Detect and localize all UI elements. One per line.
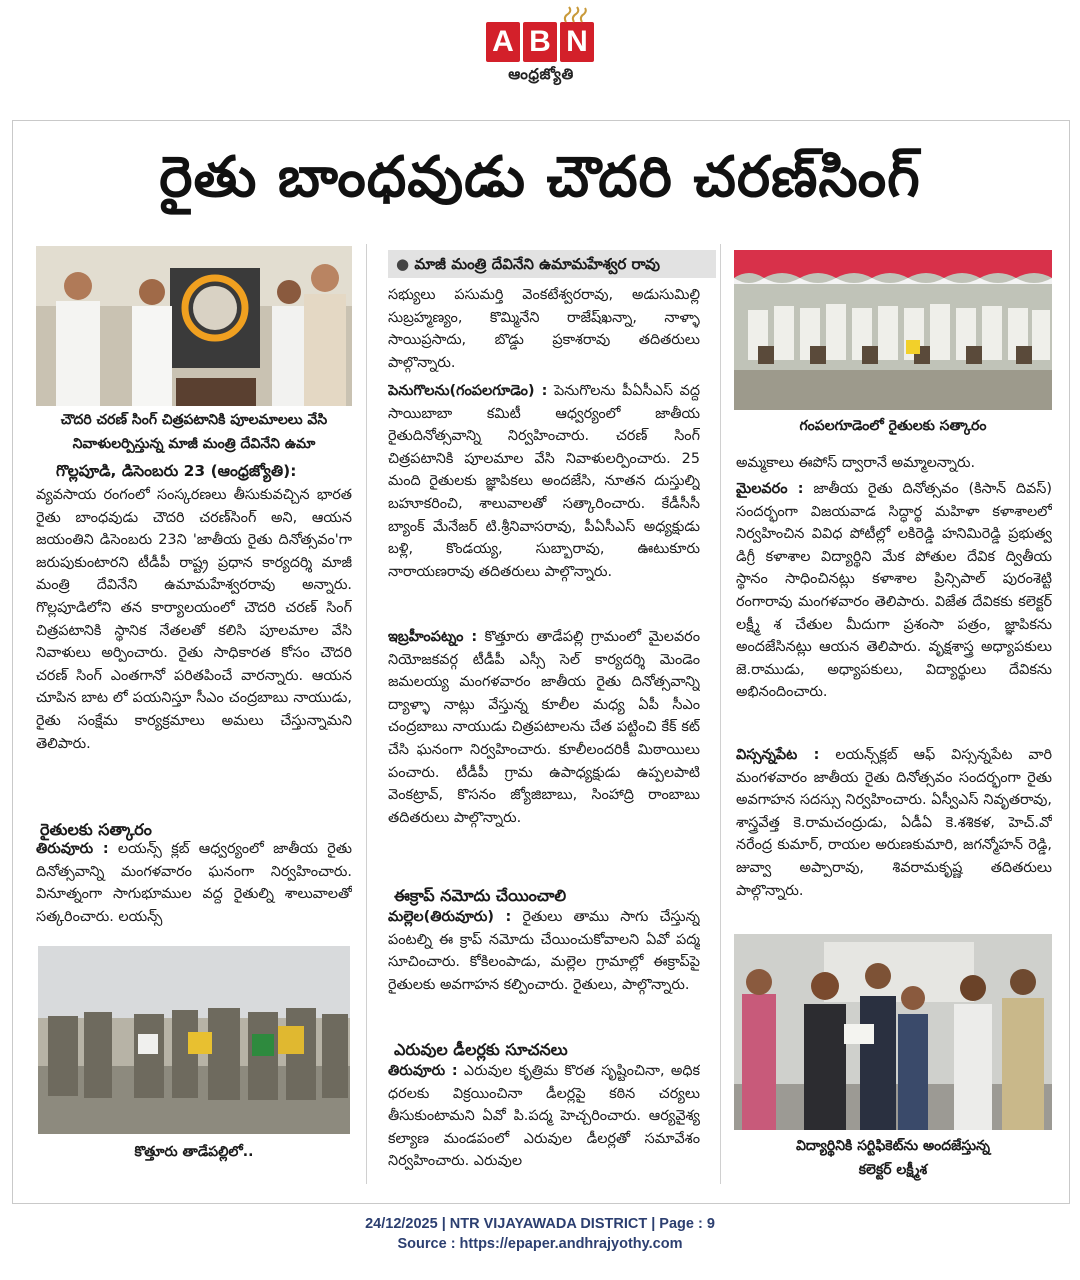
story-members: [388, 284, 700, 376]
photo-kotturu-farmers: [38, 946, 350, 1134]
byline-bar: ● మాజీ మంత్రి దేవినేని ఉమామహేశ్వర రావు: [388, 250, 716, 278]
place-penugolanu: పెనుగొలను(గంపలగూడెం) :: [388, 383, 548, 399]
story-main: [36, 484, 352, 808]
caption-line-1: చౌదరి చరణ్ సింగ్ చిత్రపటానికి పూలమాలలు వేసి: [60, 412, 328, 428]
caption-certificate-line-1: విద్యార్థినికి సర్టిఫికెట్‌ను అందజేస్తున్న: [795, 1138, 991, 1154]
story-vissannapeta-text: లయన్స్‌క్లబ్ ఆఫ్ విస్సన్నపేట వారి మంగళవారం జాతీయ రైతు దినోత్సవం సందర్భంగా రైతు అవగాహన సదస్సు నిర్వహించారు. ఏస్వీఎస్ నివృతరావు, శాస్త్రవేత్త కె.రామచంద్రుడు, ఏడీఏ కె.శశికళ, హెచ్.వో నరేంద్ర కుమార్, రాయల అరుణకుమారి, జగన్మోహన్ రెడ్డి, జువ్వా అప్పారావు, శివరామకృష్ణ తదితరులు పాల్గొన్నారు.: [736, 747, 1052, 899]
story-ibrahimpatnam-text: కొత్తూరు తాడేపల్లి గ్రామంలో మైలవరం నియోజకవర్గ టీడీపీ ఎస్సీ సెల్ కార్యదర్శి మెండెం జమలయ్య మంగళవారం జాతీయ రైతు దినోత్సవాన్ని ద్యాళ్ళా నాట్లు వేస్తున్న కూలీల మధ్య ఏపీ సీఎం చంద్రబాబు నాయుడు చిత్రపటాలను చేత పట్టించి కేక్ కట్ చేసి ఘనంగా నిర్వహించారు. కూలీలందరికీ మిఠాయిలు పంచారు. టీడీపీ గ్రామ ఉపాధ్యక్షుడు ఉప్పలపాటి వెంకట్రావ్, కొసనం జ్యోజిబాబు, సింహాద్రి రాంబాబు తదితరులు పాల్గొన్నారు.: [388, 629, 700, 826]
photo-gampalagudem: [734, 250, 1052, 410]
logo-letter-b: B: [523, 22, 557, 62]
story-penugolanu-text: పెనుగొలను పీఏసీఎస్ వద్ద సాయిబాబా కమిటీ ఆధ్వర్యంలో జాతీయ రైతుదినోత్సవాన్ని నిర్వహించారు. చరణ్ సింగ్ చిత్రపటానికి పూలమాల వేసి నివాళులర్పించారు. 25 మంది రైతులకు జ్ఞాపికలు అందజేసి, నూతన దుస్తుల్ని బహూకరించి, శాలువాలతో సత్కారించారు. కేడీసీసీ బ్యాంక్ మేనేజర్ టి.శ్రీనివాసరావు, పీఏసీఎస్ అధ్యక్షుడు బళ్లి, కొండయ్య, సుబ్బారావు, ఊటుకూరు నారాయణరావు తదితరులు పాల్గొన్నారు.: [388, 383, 700, 580]
caption-certificate-line-2: కలెక్టర్ లక్ష్మీశ: [858, 1162, 928, 1178]
story-fertilizer: [388, 1060, 700, 1178]
column-divider-1: [366, 244, 367, 1184]
photo-certificate: [734, 934, 1052, 1130]
story-mylavaram: [736, 478, 1052, 740]
logo-letter-a: A: [486, 22, 520, 62]
photo-caption-certificate: [734, 1134, 1052, 1182]
dateline: [56, 460, 352, 484]
story-mylavaram-text: జాతీయ రైతు దినోత్సవం (కిసాన్ దివస్) సందర్భంగా విజయవాడ సిద్ధార్థ మహిళా కళాశాలలో నిర్వహించిన వివిధ పోటీల్లో లకిరెడ్డి హనిమిరెడ్డి ప్రభుత్వ డిగ్రీ కళాశాల విద్యార్థిని మేక పోతుల దేవిక ద్వితీయ స్థానం సాధించినట్లు కళాశాల ప్రిన్సిపాల్ పురంశెట్టి రంగారావు మంగళవారం తెలిపారు. విజేత దేవికకు కలెక్టర్ లక్ష్మీ శ చేతుల మీదుగా ప్రశంసా పత్రం, జ్ఞాపికను అందజేసినట్లు ఆయన తెలిపారు. వృక్షశాస్త్ర అధ్యాపకులు జె.రాముడు, అధ్యాపకులు, విద్యార్థులు దేవికను అభినందించారు.: [736, 481, 1052, 701]
story-mallela: [388, 906, 700, 1022]
subhead-ecrop: ఈక్రాప్ నమోదు చేయించాలి: [394, 886, 567, 905]
photo-tribute: [36, 246, 352, 406]
place-tiruvuru-2: తిరువూరు :: [388, 1063, 458, 1079]
photo-caption-kotturu: కొత్తూరు తాడేపల్లిలో..: [134, 1144, 254, 1160]
story-main-para: వ్యవసాయ రంగంలో సంస్కరణలు తీసుకువచ్చిన భారత రైతు బాంధవుడు చౌదరి చరణ్‌సింగ్ అని, ఆయన జయంతిని డిసెంబరు 23ని 'జాతీయ రైతు దినోత్సవం'గా జరుపుకుంటారని టీడీపీ రాష్ట్ర ప్రధాన కార్యదర్శి మాజీ మంత్రి దేవినేని ఉమామహేశ్వరరావు అన్నారు. గొల్లపూడిలోని తన కార్యాలయంలో చౌదరి చరణ్ సింగ్ చిత్రపటానికి స్థానిక నేతలతో కలిసి పూలమాల వేసి నివాళులు అర్పించారు. రైతు సాధికారత కోసం చౌదరి చరణ్ సింగ్ ఎంతగానో పరితపించే వారన్నారు. ఆయన చూపిన బాట లో పయనిస్తూ సీఎం చంద్రబాబు నాయుడు, రైతు సంక్షేమ కార్యక్రమాలు అమలు చేస్తున్నామని తెలిపారు.: [36, 487, 352, 752]
place-mylavaram: మైలవరం :: [736, 481, 804, 497]
steam-icon: [562, 6, 588, 24]
story-vissannapeta: [736, 744, 1052, 914]
story-tiruvuru: [36, 838, 352, 930]
place-vissannapeta: విస్సన్నపేట :: [736, 747, 820, 763]
story-tiruvuru-text: లయన్స్ క్లబ్ ఆధ్వర్యంలో జాతీయ రైతు దినోత్సవాన్ని మంగళవారం ఘనంగా నిర్వహించారు. వినూత్నంగా సాగుభూముల వద్ద రైతుల్ని శాలువాలతో సత్కరించారు. లయన్స్: [36, 841, 352, 925]
photo-caption-tribute: [36, 408, 352, 456]
byline-text: మాజీ మంత్రి దేవినేని ఉమామహేశ్వర రావు: [414, 255, 661, 273]
footer-date-page: 24/12/2025 | NTR VIJAYAWADA DISTRICT | Page : 9: [365, 1216, 715, 1232]
photo-caption-gampalagudem: గంపలగూడెంలో రైతులకు సత్కారం: [799, 418, 987, 434]
story-ibrahimpatnam: [388, 626, 700, 864]
place-mallela: మల్లెల(తిరువూరు) :: [388, 909, 512, 925]
story-fertilizer-text: ఎరువుల కృత్రిమ కొరత సృష్టించినా, అధిక ధరలకు విక్రయించినా డీలర్లపై కఠిన చర్యలు తీసుకుంటామని ఏవో పి.పద్మ హెచ్చరించారు. ఆర్యవైశ్య కల్యాణ మండపంలో ఎరువుల డీలర్లతో సమావేశం నిర్వహించారు. ఎరువుల: [388, 1063, 700, 1170]
dateline-text: గొల్లపూడి, డిసెంబరు 23 (ఆంధ్రజ్యోతి):: [56, 462, 297, 480]
subhead-fertilizer: ఎరువుల డీలర్లకు సూచనలు: [394, 1040, 568, 1059]
logo-name: ఆంధ్రజ్యోతి: [508, 65, 574, 83]
headline: రైతు బాంధవుడు చౌదరి చరణ్‌సింగ్: [159, 145, 921, 210]
caption-line-2: నివాళులర్పిస్తున్న మాజీ మంత్రి దేవినేని ఉమా: [72, 436, 316, 452]
abn-logo: [486, 22, 596, 90]
footer-source[interactable]: Source : https://epaper.andhrajyothy.com: [397, 1236, 683, 1252]
logo-letter-n: N: [560, 22, 594, 62]
story-epos: [736, 452, 1052, 475]
subhead-farmers-felicitation: రైతులకు సత్కారం: [40, 820, 152, 839]
story-epos-text: అమ్మకాలు ఈపోస్ ద్వారానే అమ్మాలన్నారు.: [736, 455, 976, 471]
place-ibrahimpatnam: ఇబ్రహీంపట్నం :: [388, 629, 478, 645]
story-members-text: సభ్యులు పసుమర్తి వెంకటేశ్వరరావు, అడుసుమిల్లి సుబ్రహ్మణ్యం, కొమ్మినేని రాజేష్‌ఖన్నా, నాళ్ళా సాయిప్రసాదు, బొడ్డు ప్రకాశరావు తదితరులు పాల్గొన్నారు.: [388, 287, 700, 371]
place-tiruvuru: తిరువూరు :: [36, 841, 109, 857]
column-divider-2: [720, 244, 721, 1184]
story-penugolanu: [388, 380, 700, 612]
story-mallela-text: రైతులు తాము సాగు చేస్తున్న పంటల్ని ఈ క్రాప్ నమోదు చేయించుకోవాలని ఏవో పద్మ సూచించారు. కోకిలంపాడు, మల్లెల గ్రామాల్లో ఈక్రాప్‌పై రైతులకు అవగాహన కల్పించారు. రైతులు, పాల్గొన్నారు.: [388, 909, 700, 993]
